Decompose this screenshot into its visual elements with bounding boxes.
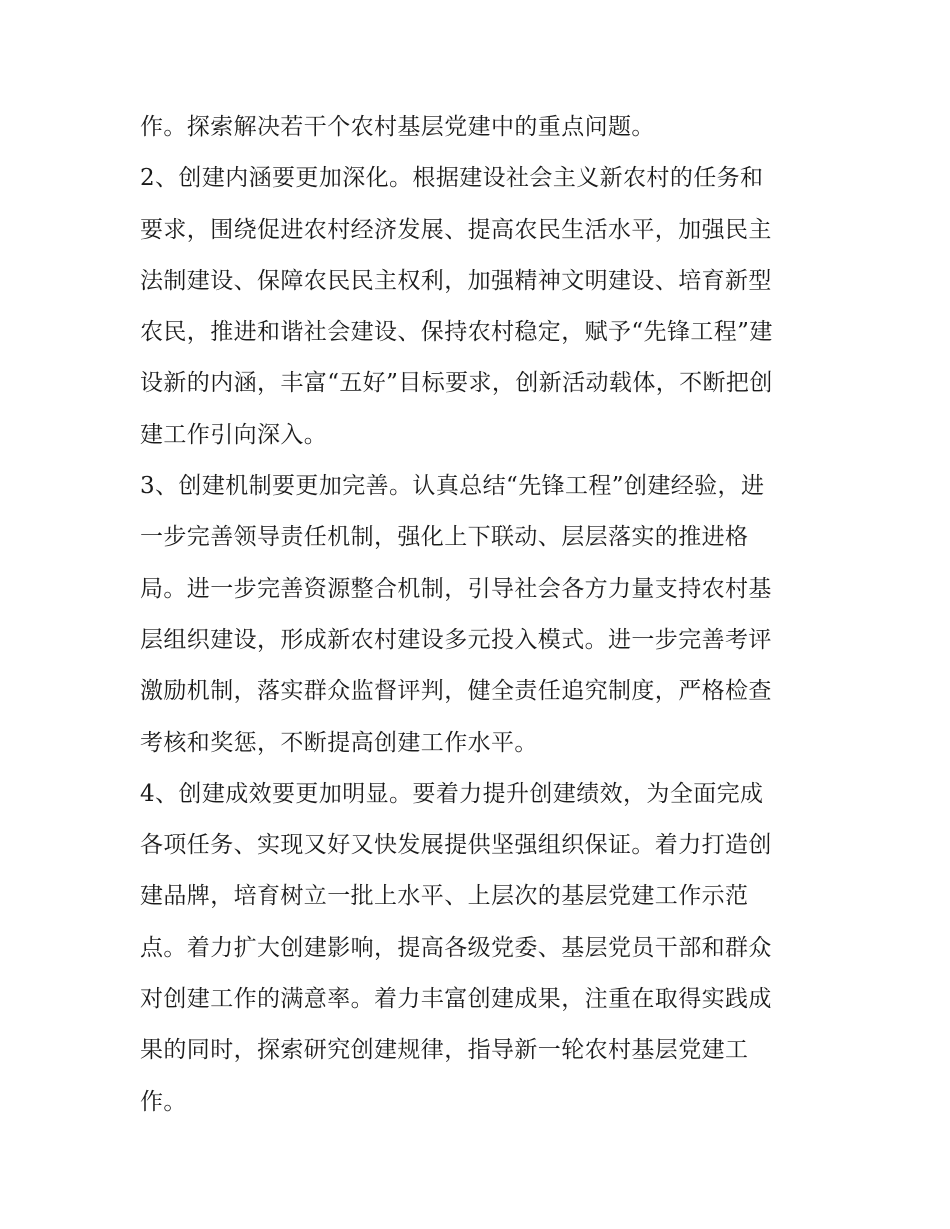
text-line: 层组织建设，形成新农村建设多元投入模式。进一步完善考评	[140, 626, 772, 653]
text-line: 作。探索解决若干个农村基层党建中的重点问题。	[140, 114, 655, 140]
text-line: 建品牌，培育树立一批上水平、上层次的基层党建工作示范	[140, 883, 749, 910]
text-line: 设新的内涵，丰富“五好”目标要求，创新活动载体，不断把创	[140, 370, 773, 397]
text-line: 对创建工作的满意率。着力丰富创建成果，注重在取得实践成	[140, 986, 772, 1013]
text-line: 3、创建机制要更加完善。认真总结“先锋工程”创建经验，进	[140, 473, 765, 500]
text-line: 各项任务、实现又好又快发展提供坚强组织保证。着力打造创	[140, 832, 772, 859]
text-line: 4、创建成效要更加明显。要着力提升创建绩效，为全面完成	[140, 780, 764, 807]
text-line: 果的同时，探索研究创建规律，指导新一轮农村基层党建工	[140, 1037, 749, 1064]
text-line: 法制建设、保障农民民主权利，加强精神文明建设、培育新型	[140, 267, 772, 294]
text-line: 要求，围绕促进农村经济发展、提高农民生活水平，加强民主	[140, 216, 772, 243]
text-line: 建工作引向深入。	[140, 421, 328, 448]
text-line: 激励机制，落实群众监督评判，健全责任追究制度，严格检查	[140, 678, 772, 705]
text-line: 考核和奖惩，不断提高创建工作水平。	[140, 729, 538, 756]
text-line: 一步完善领导责任机制，强化上下联动、层层落实的推进格	[140, 524, 749, 551]
text-line: 2、创建内涵要更加深化。根据建设社会主义新农村的任务和	[140, 165, 764, 192]
text-line: 农民，推进和谐社会建设、保持农村稳定，赋予“先锋工程”建	[140, 319, 773, 346]
text-line: 作。	[140, 1088, 187, 1115]
text-line: 点。着力扩大创建影响，提高各级党委、基层党员干部和群众	[140, 934, 772, 961]
text-line: 局。进一步完善资源整合机制，引导社会各方力量支持农村基	[140, 575, 772, 602]
body-text	[140, 102, 820, 1128]
